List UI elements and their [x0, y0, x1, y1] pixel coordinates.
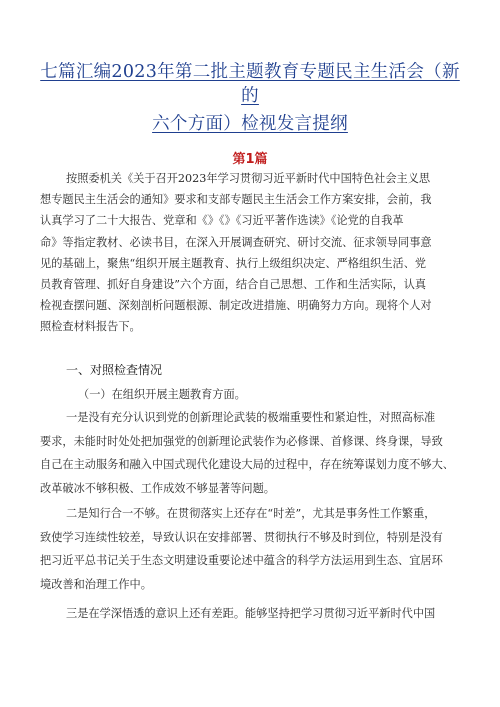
paragraph-line: 想专题民主生活会的通知》要求和支部专题民主生活会工作方案安排，会前，我 — [40, 193, 432, 207]
body-paragraph-1 — [40, 406, 466, 500]
paragraph-line: 致使学习连续性较差，导致认识在安排部署、贯彻执行不够及时到位，特别是没有 — [40, 530, 443, 544]
body-paragraph-2 — [40, 502, 466, 596]
paragraph-line: 命》等指定教材、必读书目，在深入开展调查研究、研讨交流、征求领导同事意 — [40, 235, 432, 249]
subsection-heading: （一）在组织开展主题教育方面。 — [78, 388, 246, 401]
paragraph-line: 一是没有充分认识到党的创新理论武装的极端重要性和紧迫性，对照高标准 — [66, 411, 436, 424]
paragraph-line: 按照委机关《关于召开2023年学习贯彻习近平新时代中国特色社会主义思 — [66, 172, 431, 185]
document-title — [40, 60, 460, 136]
paragraph-line: 员教育管理、抓好自身建设”六个方面，结合自己思想、工作和生活实际，认真 — [40, 278, 427, 292]
paragraph-line: 改革破冰不够积极、工作成效不够显著等问题。 — [40, 481, 275, 495]
paragraph-line: 三是在学深悟透的意识上还有差距。能够坚持把学习贯彻习近平新时代中国 — [66, 607, 436, 620]
body-paragraph-3 — [40, 602, 466, 626]
paragraph-line: 照检查材料报告下。 — [40, 320, 141, 334]
paragraph-line: 把习近平总书记关于生态文明建设重要论述中蕴含的科学方法运用到生态、宜居环 — [40, 554, 443, 567]
paragraph-line: 见的基础上，聚焦“组织开展主题教育、执行上级组织决定、严格组织生活、党 — [40, 256, 427, 270]
section-heading: 一、对照检查情况 — [66, 363, 163, 377]
paragraph-line: 二是知行合一不够。在贯彻落实上还存在“时差”，尤其是事务性工作繁重， — [66, 507, 436, 520]
chapter-heading: 第1篇 — [232, 152, 268, 167]
paragraph-line: 要求，未能时时处处把加强党的创新理论武装作为必修课、首修课、终身课，导致 — [40, 434, 443, 448]
title-line-2: 六个方面）检视发言提纲 — [152, 114, 348, 134]
title-line-1: 七篇汇编2023年第二批主题教育专题民主生活会（新的 — [40, 62, 460, 106]
paragraph-line: 自己在主动服务和融入中国式现代化建设大局的过程中，存在统筹谋划力度不够大、 — [40, 458, 454, 471]
paragraph-line: 检视查摆问题、深刻剖析问题根源、制定改进措施、明确努力方向。现将个人对 — [40, 299, 432, 313]
intro-paragraph — [40, 168, 466, 338]
paragraph-line: 认真学习了二十大报告、党章和《》《》《习近平著作选读》《论党的自我革 — [40, 214, 404, 228]
paragraph-line: 境改善和治理工作中。 — [40, 577, 152, 591]
